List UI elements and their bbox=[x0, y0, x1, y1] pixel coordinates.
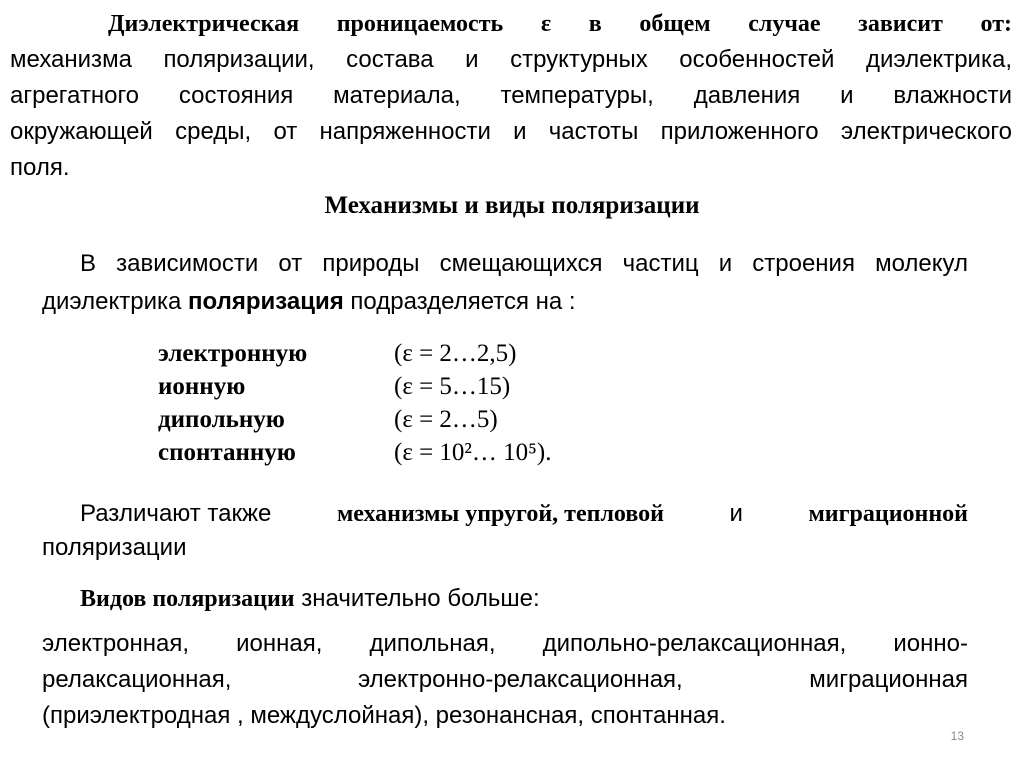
para2-line-2: поляризации bbox=[42, 534, 187, 561]
type-item: дипольную (ε = 2…5) bbox=[158, 406, 498, 433]
list-line-1: электронная, ионная, дипольная, дипольно-релаксационная, ионно- bbox=[42, 630, 968, 657]
type-item: спонтанную (ε = 10²… 10⁵). bbox=[158, 439, 552, 466]
para3: Видов поляризации значительно больше: bbox=[80, 585, 540, 612]
para1-line-2: диэлектрика поляризация подразделяется на : bbox=[42, 288, 576, 315]
page-number: 13 bbox=[950, 729, 964, 743]
list-line-3: (приэлектродная , междуслойная), резонансная, спонтанная. bbox=[42, 702, 726, 729]
para2-line-1: Различают также механизмы упругой, тепловой и миграционной bbox=[80, 500, 968, 527]
intro-line-1: Диэлектрическая проницаемость ε в общем случае зависит от: bbox=[108, 11, 1012, 37]
section-heading: Механизмы и виды поляризации bbox=[324, 192, 700, 219]
intro-line-4: окружающей среды, от напряженности и частоты приложенного электрического bbox=[10, 118, 1012, 145]
intro-line-5: поля. bbox=[10, 154, 70, 181]
type-item: электронную (ε = 2…2,5) bbox=[158, 340, 517, 367]
intro-line-2: механизма поляризации, состава и структурных особенностей диэлектрика, bbox=[10, 46, 1012, 73]
type-item: ионную (ε = 5…15) bbox=[158, 373, 511, 400]
intro-line-3: агрегатного состояния материала, температуры, давления и влажности bbox=[10, 82, 1012, 109]
para1-line-1: В зависимости от природы смещающихся частиц и строения молекул bbox=[80, 250, 968, 277]
list-line-2: релаксационная, электронно-релаксационная, миграционная bbox=[42, 666, 968, 693]
polarization-type-list bbox=[158, 337, 551, 469]
